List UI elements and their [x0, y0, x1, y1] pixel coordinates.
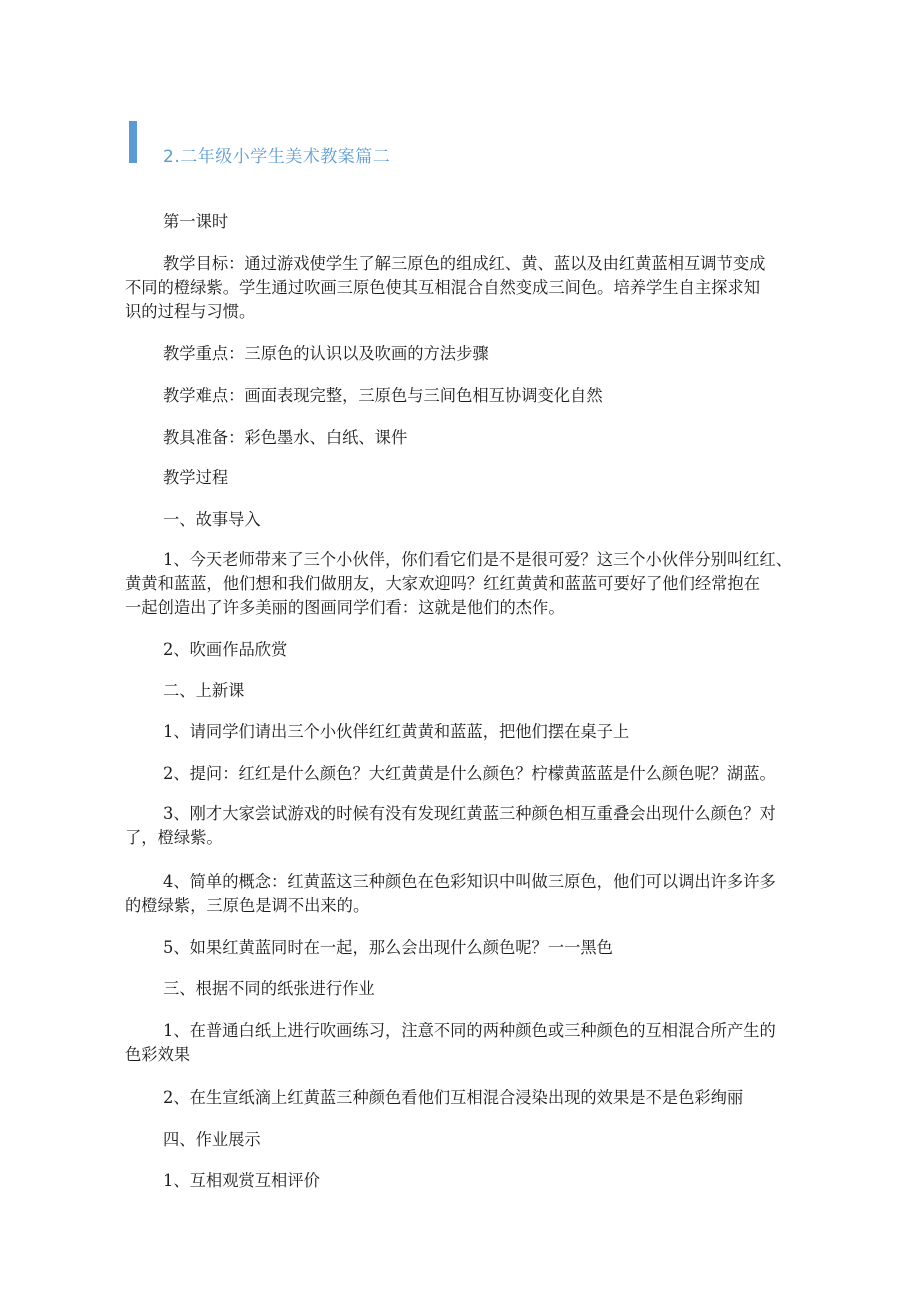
- paragraph: [125, 384, 815, 408]
- paragraph: [125, 720, 815, 744]
- paragraph-line: 教学目标：通过游戏使学生了解三原色的组成红、黄、蓝以及由红黄蓝相互调节变成: [163, 254, 766, 273]
- heading-accent-bar: [129, 121, 137, 163]
- paragraph: [125, 802, 815, 850]
- paragraph: [125, 1169, 815, 1193]
- paragraph-line: 识的过程与习惯。: [125, 302, 256, 321]
- paragraph-line: 3、刚才大家尝试游戏的时候有没有发现红黄蓝三种颜色相互重叠会出现什么颜色？对: [163, 804, 776, 823]
- paragraph: [125, 466, 815, 490]
- paragraph-line: 二、上新课: [163, 681, 245, 700]
- paragraph-line: 教学过程: [163, 468, 229, 487]
- paragraph-line: 四、作业展示: [163, 1130, 261, 1149]
- paragraph: [125, 936, 815, 960]
- paragraph-line: 色彩效果: [125, 1045, 191, 1064]
- paragraph-line: 1、今天老师带来了三个小伙伴，你们看它们是不是很可爱？这三个小伙伴分别叫红红、: [163, 550, 793, 569]
- paragraph: [125, 210, 815, 234]
- paragraph-line: 不同的橙绿紫。学生通过吹画三原色使其互相混合自然变成三间色。培养学生自主探求知: [125, 278, 760, 297]
- paragraph-line: 4、简单的概念：红黄蓝这三种颜色在色彩知识中叫做三原色，他们可以调出许多许多: [163, 872, 776, 891]
- paragraph-line: 2、提问：红红是什么颜色？大红黄黄是什么颜色？柠檬黄蓝蓝是什么颜色呢？湖蓝。: [163, 764, 776, 783]
- paragraph-line: 1、请同学们请出三个小伙伴红红黄黄和蓝蓝，把他们摆在桌子上: [163, 722, 630, 741]
- paragraph-line: 一起创造出了许多美丽的图画同学们看：这就是他们的杰作。: [125, 598, 565, 617]
- paragraph: [125, 679, 815, 703]
- paragraph: [125, 1086, 815, 1110]
- paragraph: [125, 426, 815, 450]
- paragraph: [125, 870, 815, 918]
- paragraph-line: 1、互相观赏互相评价: [163, 1171, 320, 1190]
- paragraph-line: 了，橙绿紫。: [125, 828, 223, 847]
- paragraph: [125, 638, 815, 662]
- paragraph-line: 教学难点：画面表现完整，三原色与三间色相互协调变化自然: [163, 386, 603, 405]
- paragraph-line: 1、在普通白纸上进行吹画练习，注意不同的两种颜色或三种颜色的互相混合所产生的: [163, 1021, 776, 1040]
- paragraph-line: 2、吹画作品欣赏: [163, 640, 288, 659]
- paragraph-line: 黄黄和蓝蓝，他们想和我们做朋友，大家欢迎吗？红红黄黄和蓝蓝可要好了他们经常抱在: [125, 574, 760, 593]
- paragraph: [125, 1128, 815, 1152]
- paragraph-line: 教具准备：彩色墨水、白纸、课件: [163, 428, 408, 447]
- paragraph-line: 5、如果红黄蓝同时在一起，那么会出现什么颜色呢？一一黑色: [163, 938, 613, 957]
- paragraph-line: 第一课时: [163, 212, 229, 231]
- paragraph: [125, 252, 815, 324]
- paragraph: [125, 508, 815, 532]
- paragraph: [125, 762, 815, 786]
- paragraph: [125, 977, 815, 1001]
- paragraph-line: 三、根据不同的纸张进行作业: [163, 979, 375, 998]
- paragraph-line: 2、在生宣纸滴上红黄蓝三种颜色看他们互相混合浸染出现的效果是不是色彩绚丽: [163, 1088, 744, 1107]
- paragraph: [125, 342, 815, 366]
- paragraph: [125, 548, 815, 620]
- paragraph-line: 一、故事导入: [163, 510, 261, 529]
- paragraph-line: 的橙绿紫，三原色是调不出来的。: [125, 896, 370, 915]
- paragraph-line: 教学重点：三原色的认识以及吹画的方法步骤: [163, 344, 489, 363]
- section-heading: 2.二年级小学生美术教案篇二: [163, 147, 391, 167]
- paragraph: [125, 1019, 815, 1067]
